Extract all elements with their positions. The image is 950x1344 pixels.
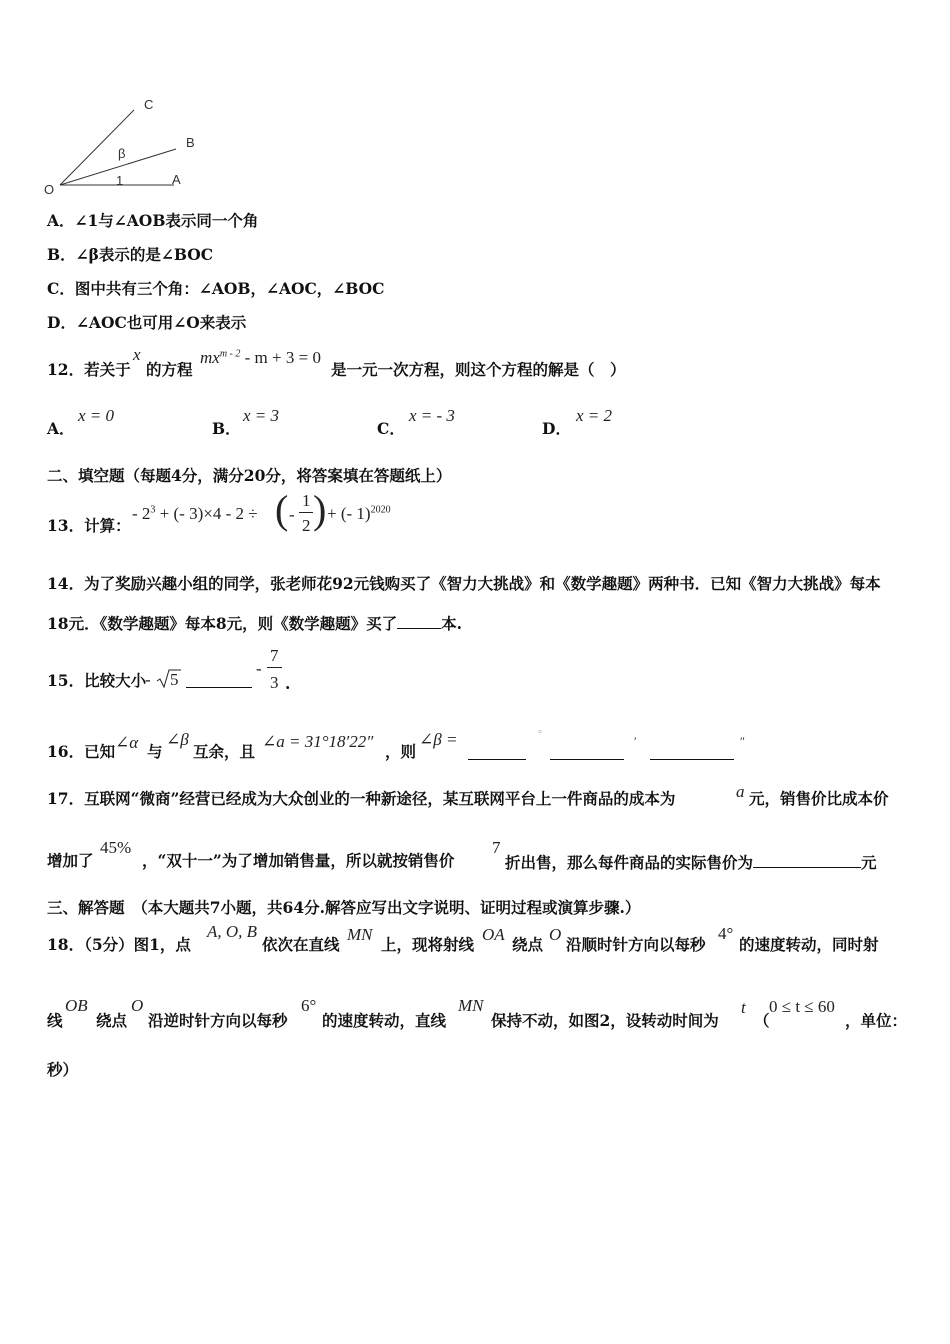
q17-line1-a: 17．互联网“微商”经营已经成为大众创业的一种新途径，某互联网平台上一件商品的成本为	[47, 789, 676, 808]
q18-oa: OA	[482, 925, 505, 944]
q13-frac-num: 1	[302, 491, 311, 510]
q14-line2-b: 本.	[441, 614, 463, 633]
q12-equation	[200, 349, 321, 366]
q18-mn1: MN	[347, 925, 373, 944]
q14-answer-blank[interactable]	[397, 614, 441, 629]
q12-mid: 的方程	[146, 360, 193, 379]
q18-ob: OB	[65, 996, 88, 1015]
label-b: B	[186, 135, 195, 150]
q16-given: ∠a = 31°18′22″	[262, 732, 374, 751]
label-a: A	[172, 172, 181, 187]
q13-expr-c-exp: 2020	[370, 504, 391, 516]
label-o: O	[44, 182, 55, 197]
q16-degree-blank[interactable]	[468, 745, 526, 760]
q16-beta-eq: ∠β =	[419, 730, 458, 749]
section-3-heading: 三、解答题 （本大题共7小题，共64分.解答应写出文字说明、证明过程或演算步骤.）	[47, 898, 641, 917]
q18-l3: 秒）	[47, 1060, 79, 1079]
q12-eq-exp: m - 2	[219, 348, 241, 360]
q14-line1: 14．为了奖励兴趣小组的同学，张老师花92元钱购买了《智力大挑战》和《数学趣题》两种书．已知《智力大挑战》每本	[47, 574, 881, 593]
section-2-heading: 二、填空题（每题4分，满分20分，将答案填在答题纸上）	[47, 466, 452, 485]
q16-alpha: ∠α	[115, 733, 139, 752]
q12-option-d-value: x = 2	[576, 406, 613, 425]
q16-second-mark: ″	[740, 734, 745, 748]
q13-expr-b: + (- 3)×4 - 2 ÷	[159, 504, 258, 523]
q17-line2-c-text: 折出售，那么每件商品的实际售价为	[505, 853, 754, 872]
q13-expr-a-base: - 2	[132, 504, 151, 523]
label-beta: β	[118, 146, 126, 161]
q17-line1-b: 元，销售价比成本价	[749, 789, 889, 808]
q15-end: .	[285, 674, 291, 693]
q13-prefix: 13．计算：	[47, 516, 131, 535]
q12-option-a-value: x = 0	[78, 406, 115, 425]
q12-var-x: x	[133, 345, 141, 364]
q15-frac-den: 3	[270, 673, 279, 692]
q18-l2-f: （	[754, 1011, 770, 1030]
q11-option-a: A．∠1与∠AOB表示同一个角	[47, 211, 259, 230]
q18-l2-e: 保持不动，如图2，设转动时间为	[491, 1011, 719, 1030]
q14-line2-a: 18元．《数学趣题》每本8元，则《数学趣题》买了	[47, 614, 398, 633]
q13-expr-c-base: + (- 1)	[327, 504, 371, 523]
q16-minute-blank[interactable]	[550, 745, 624, 760]
q17-line2-d: 元	[861, 853, 877, 872]
q12-option-b-label: B．	[212, 419, 241, 438]
q15-frac-num: 7	[270, 646, 279, 665]
q18-l2-g: ，单位：	[845, 1011, 908, 1030]
label-c: C	[144, 97, 154, 112]
q15-frac-bar	[267, 667, 282, 668]
q18-speed2: 6°	[301, 996, 317, 1015]
q16-beta: ∠β	[166, 730, 189, 749]
q13-frac-den: 2	[302, 516, 311, 535]
q18-l1-c: 上，现将射线	[381, 935, 475, 954]
q16-second-blank[interactable]	[650, 745, 734, 760]
q15-prefix: 15．比较大小	[47, 671, 147, 690]
q18-o2: O	[131, 996, 144, 1015]
q17-line2-c	[505, 853, 877, 871]
q11-option-c: C．图中共有三个角：∠AOB，∠AOC，∠BOC	[47, 279, 385, 298]
q12-option-a-label: A．	[47, 419, 75, 438]
q13-frac-sign: -	[289, 505, 295, 524]
q12-eq-main: mx	[200, 348, 220, 367]
q16-minute-mark: ′	[634, 734, 637, 748]
q18-l1-a: 18．（5分）图1，点	[47, 935, 191, 954]
q18-o1: O	[549, 925, 562, 944]
q18-l1-b: 依次在直线	[262, 935, 340, 954]
q18-mn2: MN	[458, 996, 484, 1015]
q17-line2-a: 增加了	[47, 851, 94, 870]
q12-option-c-value: x = - 3	[409, 406, 455, 425]
q16-mid: 互余，且	[193, 742, 256, 761]
q18-l1-d: 绕点	[512, 935, 544, 954]
q17-line2-b: ，“双十一”为了增加销售量，所以就按销售价	[142, 851, 455, 870]
q18-l1-f: 的速度转动，同时射	[739, 935, 879, 954]
q15-right-sign: -	[256, 659, 262, 678]
q12-option-d-label: D．	[542, 419, 571, 438]
angle-figure	[40, 94, 210, 198]
q18-l2-b: 绕点	[96, 1011, 128, 1030]
q13-right-paren: )	[313, 487, 327, 532]
q18-l1-e: 沿顺时针方向以每秒	[566, 935, 706, 954]
q11-option-b: B．∠β表示的是∠BOC	[47, 245, 214, 264]
q18-speed1: 4°	[718, 924, 734, 943]
q16-then: ，则	[385, 742, 417, 761]
q12-prefix: 12．若关于	[47, 360, 131, 379]
q15-answer-blank[interactable]	[186, 673, 252, 688]
q16-prefix: 16．已知	[47, 742, 116, 761]
label-one: 1	[116, 173, 124, 188]
q13-expr-c	[327, 505, 391, 522]
q14-line2	[47, 614, 462, 632]
q18-points: A, O, B	[207, 922, 258, 941]
q12-option-b-value: x = 3	[243, 406, 280, 425]
q12-option-c-label: C．	[377, 419, 405, 438]
q17-var-a: a	[736, 782, 745, 801]
q16-degree-mark: °	[538, 729, 542, 740]
q17-percent: 45%	[100, 838, 132, 857]
q18-range: 0 ≤ t ≤ 60	[769, 997, 835, 1016]
q15-left-sign: -	[145, 670, 151, 689]
q18-t: t	[741, 998, 746, 1017]
q13-expr-a-exp: 3	[150, 504, 156, 516]
q13-expr-a	[132, 505, 258, 522]
q12-suffix: 是一元一次方程，则这个方程的解是（ ）	[331, 360, 626, 379]
q17-answer-blank[interactable]	[753, 853, 861, 868]
q12-eq-rest: - m + 3 = 0	[240, 348, 321, 367]
q11-option-d: D．∠AOC也可用∠O来表示	[47, 313, 247, 332]
q18-l2-c: 沿逆时针方向以每秒	[148, 1011, 288, 1030]
q16-with: 与	[147, 742, 163, 761]
q18-l2-d: 的速度转动，直线	[322, 1011, 447, 1030]
q17-seven: 7	[492, 838, 501, 857]
q15-radicand: 5	[170, 670, 179, 689]
q18-l2-a: 线	[47, 1011, 63, 1030]
q13-left-paren: (	[275, 487, 289, 532]
q13-frac-bar	[299, 512, 313, 513]
